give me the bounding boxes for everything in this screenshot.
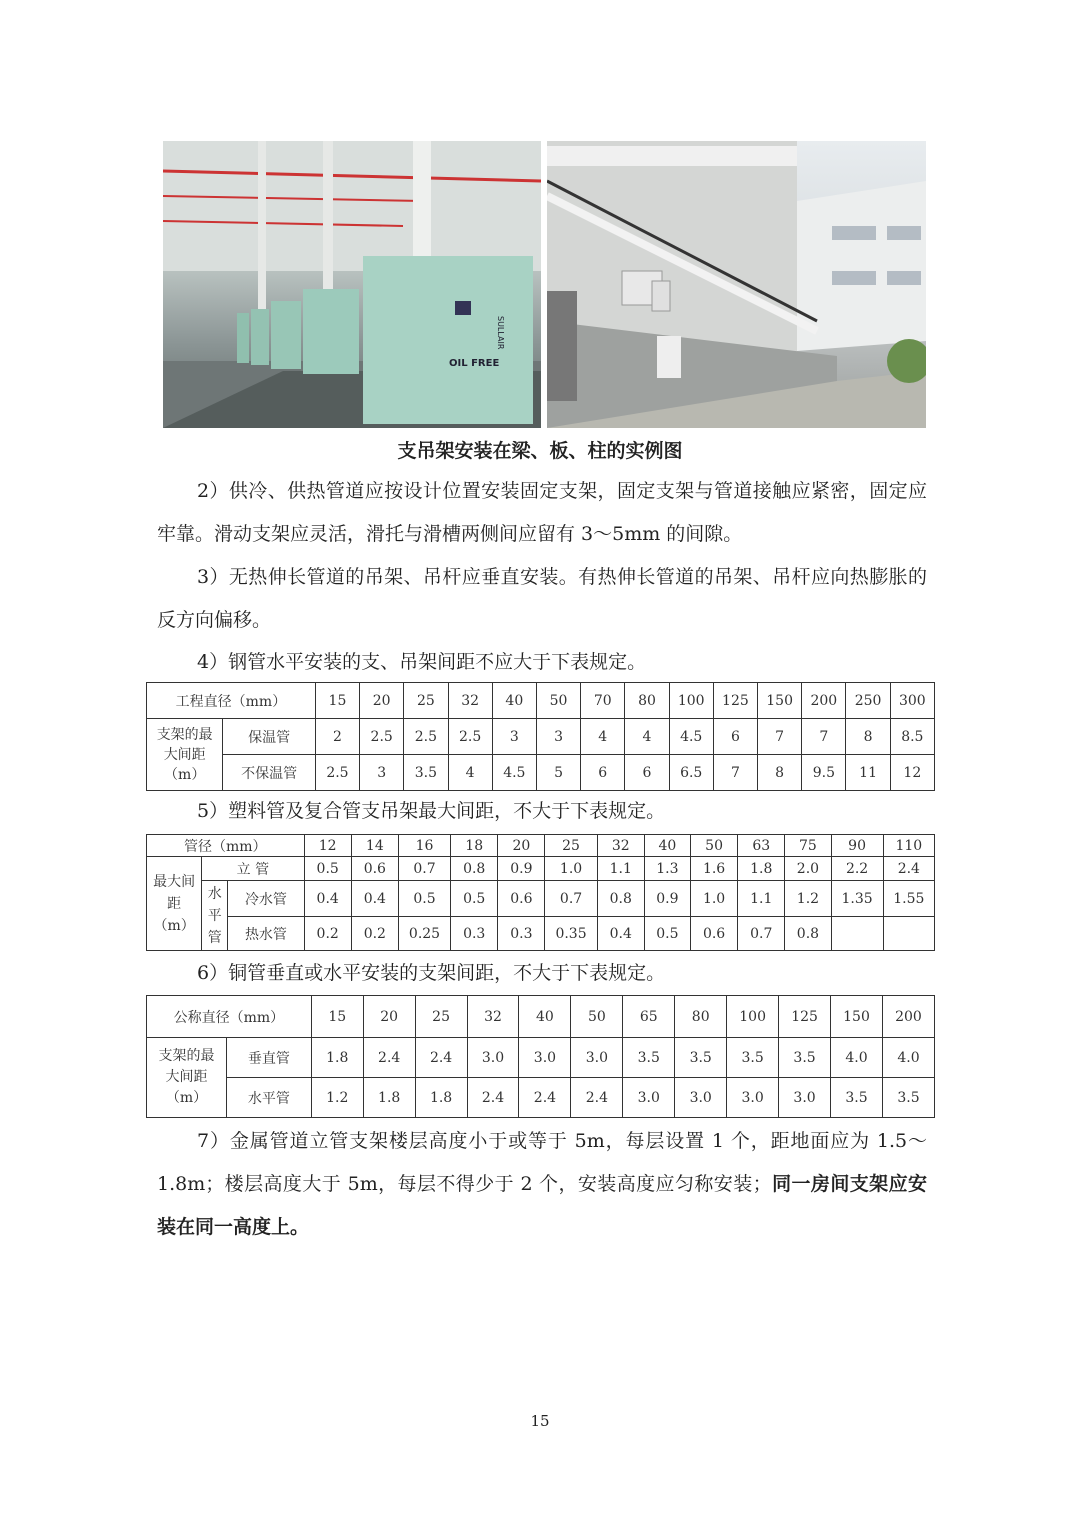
paragraph-6 bbox=[157, 952, 927, 995]
table-cell: 250 bbox=[846, 683, 890, 719]
table-cell: 150 bbox=[831, 996, 883, 1038]
table-cell: 2.4 bbox=[467, 1078, 519, 1118]
page-number: 15 bbox=[530, 1412, 550, 1430]
table-cell: 200 bbox=[882, 996, 934, 1038]
table-cell: 18 bbox=[451, 835, 498, 857]
table-row-label: 热水管 bbox=[228, 917, 304, 951]
table-cell: 25 bbox=[545, 835, 597, 857]
table-cell: 3.0 bbox=[571, 1038, 623, 1078]
table-cell: 40 bbox=[492, 683, 536, 719]
table-cell: 2.5 bbox=[315, 755, 359, 791]
table-cell: 2.5 bbox=[448, 719, 492, 755]
plastic-pipe-support-table bbox=[146, 834, 935, 951]
table-cell: 3.5 bbox=[727, 1038, 779, 1078]
table-cell: 32 bbox=[467, 996, 519, 1038]
table-cell: 3.5 bbox=[779, 1038, 831, 1078]
table-cell: 0.4 bbox=[304, 881, 351, 917]
paragraph-4 bbox=[157, 641, 927, 684]
table-cell: 0.9 bbox=[498, 857, 545, 881]
table-cell: 7 bbox=[713, 755, 757, 791]
table-cell: 4 bbox=[581, 719, 625, 755]
table-cell: 6 bbox=[713, 719, 757, 755]
table-cell: 3 bbox=[492, 719, 536, 755]
table-cell: 8 bbox=[846, 719, 890, 755]
table-cell: 20 bbox=[498, 835, 545, 857]
table-cell: 1.55 bbox=[883, 881, 934, 917]
table-cell: 3.5 bbox=[882, 1078, 934, 1118]
table-row-label: 垂直管 bbox=[226, 1038, 311, 1078]
table-cell: 0.7 bbox=[738, 917, 785, 951]
table-cell: 0.5 bbox=[398, 881, 450, 917]
table-cell: 50 bbox=[690, 835, 737, 857]
table-cell: 0.3 bbox=[451, 917, 498, 951]
table-cell: 3 bbox=[360, 755, 404, 791]
paragraph-7-bold-text: 同一房间支架应安装在同一高度上。 bbox=[157, 1173, 927, 1238]
table-cell: 0.8 bbox=[785, 917, 831, 951]
table-cell: 0.9 bbox=[644, 881, 690, 917]
table-cell: 2.4 bbox=[363, 1038, 415, 1078]
table-header-row bbox=[147, 683, 935, 719]
table-cell: 90 bbox=[831, 835, 883, 857]
table-cell: 1.35 bbox=[831, 881, 883, 917]
table-header-label: 管径（mm） bbox=[147, 835, 305, 857]
paragraph-7 bbox=[157, 1120, 927, 1249]
table-cell: 3.0 bbox=[623, 1078, 675, 1118]
table-cell: 63 bbox=[738, 835, 785, 857]
table-cell: 2.4 bbox=[571, 1078, 623, 1118]
table-cell: 3.0 bbox=[675, 1078, 727, 1118]
paragraph-5-text: 5）塑料管及复合管支吊架最大间距，不大于下表规定。 bbox=[197, 800, 666, 822]
table-cell: 6.5 bbox=[669, 755, 713, 791]
table-cell: 65 bbox=[623, 996, 675, 1038]
table-cell: 1.0 bbox=[545, 857, 597, 881]
table-header-row bbox=[147, 996, 935, 1038]
table-cell: 20 bbox=[360, 683, 404, 719]
table-header-row bbox=[147, 835, 935, 857]
compressor-brand-text: OIL FREE bbox=[449, 358, 500, 369]
table-cell: 3.5 bbox=[623, 1038, 675, 1078]
table-row-label: 不保温管 bbox=[223, 755, 315, 791]
table-cell: 1.2 bbox=[785, 881, 831, 917]
table-cell: 2.5 bbox=[404, 719, 448, 755]
compressor-brand-sub: SULLAIR bbox=[496, 316, 505, 350]
paragraph-2 bbox=[157, 470, 927, 556]
table-row bbox=[147, 755, 935, 791]
table-cell: 6 bbox=[581, 755, 625, 791]
paragraph-5 bbox=[157, 790, 927, 833]
table-group-label: 最大间距（m） bbox=[147, 857, 202, 951]
table-row-label: 水平管 bbox=[226, 1078, 311, 1118]
table-row bbox=[147, 857, 935, 881]
table-cell: 11 bbox=[846, 755, 890, 791]
table-cell: 7 bbox=[758, 719, 802, 755]
table-row-label: 立 管 bbox=[202, 857, 304, 881]
table-cell: 0.4 bbox=[597, 917, 644, 951]
table-cell: 0.6 bbox=[498, 881, 545, 917]
table-cell: 0.25 bbox=[398, 917, 450, 951]
table-cell: 1.1 bbox=[738, 881, 785, 917]
table-cell: 100 bbox=[669, 683, 713, 719]
table-cell: 2.5 bbox=[360, 719, 404, 755]
table-cell: 6 bbox=[625, 755, 669, 791]
table-cell: 32 bbox=[448, 683, 492, 719]
table-cell: 0.7 bbox=[545, 881, 597, 917]
table-cell: 1.1 bbox=[597, 857, 644, 881]
table-row bbox=[147, 1078, 935, 1118]
table-cell: 12 bbox=[304, 835, 351, 857]
paragraph-7-text: 7）金属管道立管支架楼层高度小于或等于 5m，每层设置 1 个，距地面应为 1.5～1.8m；楼层高度大于 5m，每层不得少于 2 个，安装高度应匀称安装； bbox=[157, 1130, 927, 1195]
table-cell: 300 bbox=[890, 683, 934, 719]
table-cell: 0.5 bbox=[451, 881, 498, 917]
table-cell: 4.0 bbox=[882, 1038, 934, 1078]
table-cell: 0.6 bbox=[690, 917, 737, 951]
table-row bbox=[147, 881, 935, 917]
table-cell: 40 bbox=[644, 835, 690, 857]
table-cell: 2 bbox=[315, 719, 359, 755]
table-cell: 80 bbox=[625, 683, 669, 719]
table-cell: 16 bbox=[398, 835, 450, 857]
table-cell: 5 bbox=[536, 755, 580, 791]
table-cell: 0.6 bbox=[351, 857, 398, 881]
table-cell: 4 bbox=[448, 755, 492, 791]
table-cell: 3.5 bbox=[675, 1038, 727, 1078]
table-cell: 8.5 bbox=[890, 719, 934, 755]
table-cell: 3.0 bbox=[727, 1078, 779, 1118]
table-cell: 150 bbox=[758, 683, 802, 719]
table-subgroup-label: 水平管 bbox=[202, 881, 228, 951]
copper-pipe-support-table bbox=[146, 995, 935, 1118]
table-cell: 80 bbox=[675, 996, 727, 1038]
table-cell: 0.2 bbox=[351, 917, 398, 951]
table-cell: 0.2 bbox=[304, 917, 351, 951]
table-cell: 0.8 bbox=[451, 857, 498, 881]
table-cell: 3.0 bbox=[779, 1078, 831, 1118]
table-cell: 0.5 bbox=[304, 857, 351, 881]
table-cell: 0.5 bbox=[644, 917, 690, 951]
paragraph-4-text: 4）钢管水平安装的支、吊架间距不应大于下表规定。 bbox=[197, 651, 647, 673]
table-group-label: 支架的最大间距（m） bbox=[147, 719, 223, 791]
table-cell: 1.8 bbox=[738, 857, 785, 881]
table-cell bbox=[883, 917, 934, 951]
table-cell: 25 bbox=[415, 996, 467, 1038]
table-row bbox=[147, 1038, 935, 1078]
table-cell: 200 bbox=[802, 683, 846, 719]
table-cell: 1.8 bbox=[415, 1078, 467, 1118]
table-cell: 1.6 bbox=[690, 857, 737, 881]
table-cell: 12 bbox=[890, 755, 934, 791]
table-cell: 70 bbox=[581, 683, 625, 719]
steel-pipe-support-table bbox=[146, 682, 935, 791]
photo-compressor-room bbox=[163, 141, 541, 428]
photo-building-exterior-pipes bbox=[547, 141, 926, 428]
table-cell: 1.0 bbox=[690, 881, 737, 917]
table-cell: 2.4 bbox=[883, 857, 934, 881]
table-cell: 4.5 bbox=[492, 755, 536, 791]
table-cell: 3.0 bbox=[467, 1038, 519, 1078]
table-cell: 15 bbox=[315, 683, 359, 719]
table-cell: 4.0 bbox=[831, 1038, 883, 1078]
table-cell: 7 bbox=[802, 719, 846, 755]
table-cell: 14 bbox=[351, 835, 398, 857]
table-cell: 2.4 bbox=[519, 1078, 571, 1118]
table-cell bbox=[831, 917, 883, 951]
table-cell: 20 bbox=[363, 996, 415, 1038]
table-cell: 125 bbox=[713, 683, 757, 719]
table-cell: 125 bbox=[779, 996, 831, 1038]
table-cell: 32 bbox=[597, 835, 644, 857]
table-cell: 100 bbox=[727, 996, 779, 1038]
table-cell: 0.3 bbox=[498, 917, 545, 951]
table-cell: 1.2 bbox=[311, 1078, 363, 1118]
table-cell: 0.4 bbox=[351, 881, 398, 917]
table-cell: 2.4 bbox=[415, 1038, 467, 1078]
table-cell: 3 bbox=[536, 719, 580, 755]
table-cell: 1.8 bbox=[311, 1038, 363, 1078]
table-cell: 9.5 bbox=[802, 755, 846, 791]
table-row bbox=[147, 719, 935, 755]
table-cell: 4 bbox=[625, 719, 669, 755]
table-cell: 0.7 bbox=[398, 857, 450, 881]
table-header-label: 工程直径（mm） bbox=[147, 683, 316, 719]
table-cell: 1.8 bbox=[363, 1078, 415, 1118]
table-cell: 50 bbox=[571, 996, 623, 1038]
table-group-label: 支架的最大间距（m） bbox=[147, 1038, 227, 1118]
paragraph-2-text: 2）供冷、供热管道应按设计位置安装固定支架，固定支架与管道接触应紧密，固定应牢靠。滑动支架应灵活，滑托与滑槽两侧间应留有 3～5mm 的间隙。 bbox=[157, 480, 927, 545]
table-cell: 2.2 bbox=[831, 857, 883, 881]
table-cell: 75 bbox=[785, 835, 831, 857]
table-cell: 2.0 bbox=[785, 857, 831, 881]
table-row-label: 保温管 bbox=[223, 719, 315, 755]
paragraph-6-text: 6）铜管垂直或水平安装的支架间距，不大于下表规定。 bbox=[197, 962, 666, 984]
table-cell: 50 bbox=[536, 683, 580, 719]
table-cell: 15 bbox=[311, 996, 363, 1038]
table-row bbox=[147, 917, 935, 951]
table-cell: 3.5 bbox=[404, 755, 448, 791]
paragraph-3 bbox=[157, 556, 927, 642]
table-cell: 25 bbox=[404, 683, 448, 719]
table-cell: 0.8 bbox=[597, 881, 644, 917]
table-cell: 0.35 bbox=[545, 917, 597, 951]
table-cell: 3.5 bbox=[831, 1078, 883, 1118]
table-cell: 110 bbox=[883, 835, 934, 857]
table-cell: 1.3 bbox=[644, 857, 690, 881]
table-header-label: 公称直径（mm） bbox=[147, 996, 312, 1038]
table-cell: 8 bbox=[758, 755, 802, 791]
figure-caption: 支吊架安装在梁、板、柱的实例图 bbox=[397, 440, 683, 462]
paragraph-3-text: 3）无热伸长管道的吊架、吊杆应垂直安装。有热伸长管道的吊架、吊杆应向热膨胀的反方向偏移。 bbox=[157, 566, 927, 631]
table-cell: 4.5 bbox=[669, 719, 713, 755]
table-cell: 3.0 bbox=[519, 1038, 571, 1078]
table-row-label: 冷水管 bbox=[228, 881, 304, 917]
table-cell: 40 bbox=[519, 996, 571, 1038]
